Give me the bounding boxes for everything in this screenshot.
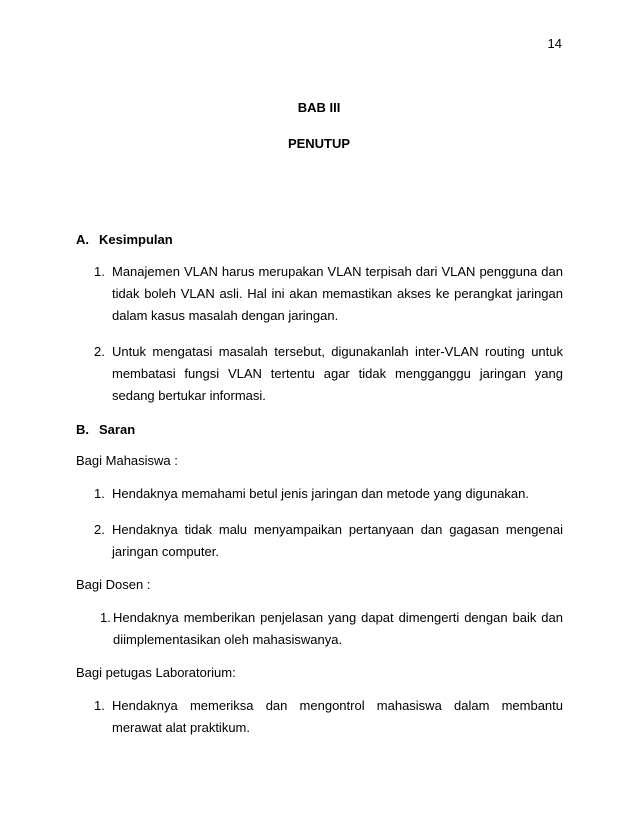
list-text: Untuk mengatasi masalah tersebut, digunakanlah inter-VLAN routing untuk membatasi fungsi VLAN tertentu agar tidak mengganggu jaringan yang sedang bertukar informasi. xyxy=(112,344,563,403)
section-letter: A. xyxy=(76,232,89,247)
list-item xyxy=(94,519,563,563)
section-heading-kesimpulan xyxy=(76,231,563,249)
section-heading-saran xyxy=(76,421,563,439)
kesimpulan-list xyxy=(94,261,563,407)
list-item xyxy=(94,341,563,407)
section-letter: B. xyxy=(76,422,89,437)
list-number: 1. xyxy=(94,264,105,279)
saran-laboratorium-list xyxy=(94,695,563,739)
list-text: Hendaknya memeriksa dan mengontrol mahasiswa dalam membantu merawat alat praktikum. xyxy=(112,698,563,735)
list-text: Manajemen VLAN harus merupakan VLAN terpisah dari VLAN pengguna dan tidak boleh VLAN asli. Hal ini akan memastikan akses ke perangkat jaringan dalam kasus masalah dengan jaringan. xyxy=(112,264,563,323)
list-number: 1. xyxy=(100,610,111,625)
page-number: 14 xyxy=(547,36,562,51)
list-number: 2. xyxy=(94,522,105,537)
section-title: Saran xyxy=(99,422,136,437)
document-body xyxy=(76,231,563,739)
subsection-label-laboratorium: Bagi petugas Laboratorium: xyxy=(76,665,236,680)
list-number: 1. xyxy=(94,486,105,501)
chapter-label: BAB III xyxy=(297,100,341,115)
subsection-label-mahasiswa: Bagi Mahasiswa : xyxy=(76,453,178,468)
saran-dosen-list xyxy=(100,607,563,651)
list-item xyxy=(94,483,563,505)
list-text: Hendaknya memberikan penjelasan yang dapat dimengerti dengan baik dan diimplementasikan oleh mahasiswanya. xyxy=(113,610,563,647)
chapter-title: PENUTUP xyxy=(287,136,351,151)
list-text: Hendaknya memahami betul jenis jaringan dan metode yang digunakan. xyxy=(112,486,529,501)
saran-mahasiswa-list xyxy=(94,483,563,563)
list-number: 2. xyxy=(94,344,105,359)
subsection-label-dosen: Bagi Dosen : xyxy=(76,577,151,592)
section-title: Kesimpulan xyxy=(99,232,173,247)
list-item xyxy=(94,695,563,739)
list-text: Hendaknya tidak malu menyampaikan pertanyaan dan gagasan mengenai jaringan computer. xyxy=(112,522,563,559)
list-item xyxy=(100,607,563,651)
list-number: 1. xyxy=(94,698,105,713)
list-item xyxy=(94,261,563,327)
